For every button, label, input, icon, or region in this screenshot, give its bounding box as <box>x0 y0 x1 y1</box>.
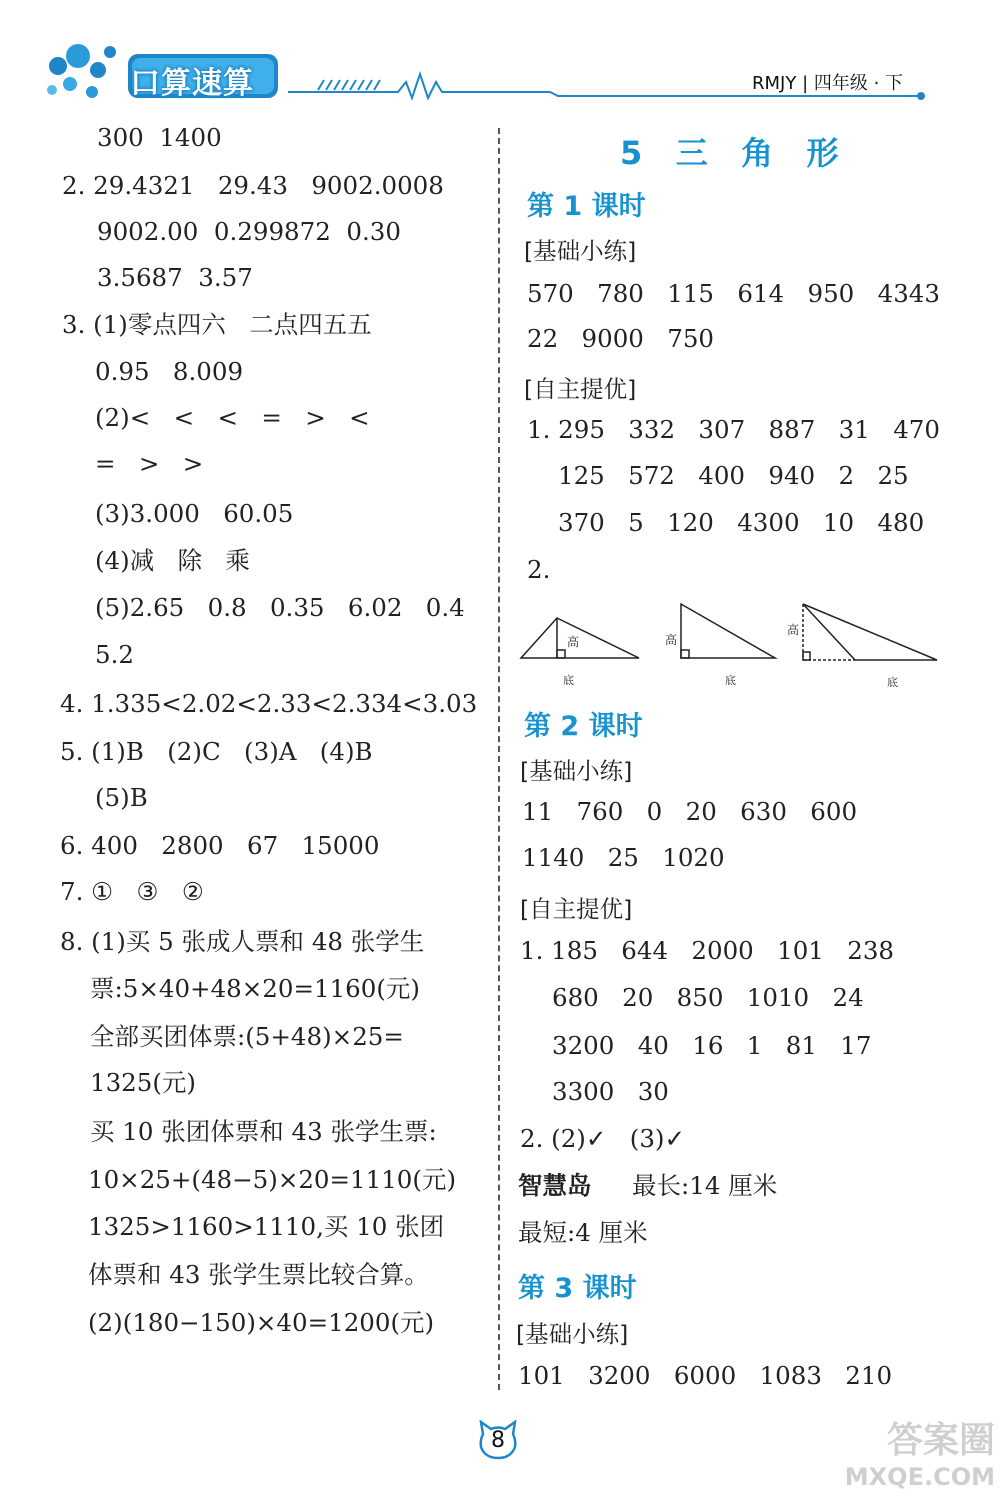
answer-line: 10×25+(48−5)×20=1110(元) <box>88 1165 457 1194</box>
answer-line: 1325>1160>1110,买 10 张团 <box>88 1212 445 1241</box>
answer-line: 全部买团体票:(5+48)×25= <box>90 1022 404 1051</box>
answer-line: 6. 400 2800 67 15000 <box>60 831 380 860</box>
answer-line: 买 10 张团体票和 43 张学生票: <box>90 1117 437 1146</box>
answer-line: (3)3.000 60.05 <box>95 499 294 528</box>
answer-line: 8. (1)买 5 张成人票和 48 张学生 <box>60 927 425 956</box>
answer-line: 3.5687 3.57 <box>97 263 253 292</box>
answer-line: (2)(180−150)×40=1200(元) <box>88 1308 435 1337</box>
answer-line: 5. (1)B (2)C (3)A (4)B <box>60 737 373 766</box>
answer-line: 2. 29.4321 29.43 9002.0008 <box>62 171 444 200</box>
answer-line: 1. 185 644 2000 101 238 <box>520 936 895 965</box>
answer-line: 体票和 43 张学生票比较合算。 <box>88 1260 429 1289</box>
page-number: 8 <box>491 1428 505 1453</box>
answer-line: (5)2.65 0.8 0.35 6.02 0.4 <box>95 593 465 622</box>
answer-line: 125 572 400 940 2 25 <box>558 461 909 490</box>
base-label: 底 <box>563 674 574 687</box>
logo-title: 口算速算 <box>130 66 254 101</box>
watermark <box>820 1412 995 1490</box>
basic-practice-tag: [基础小练] <box>520 757 633 785</box>
lesson-2-title: 第 2 课时 <box>524 711 643 742</box>
wisdom-answer-shortest: 最短:4 厘米 <box>518 1218 648 1247</box>
answer-line: 3. (1)零点四六 二点四五五 <box>62 310 372 339</box>
watermark-url: MXQE.COM <box>844 1463 995 1491</box>
answer-line: 票:5×40+48×20=1160(元) <box>90 974 420 1003</box>
wisdom-island-label: 智慧岛 <box>518 1171 592 1200</box>
wisdom-answer-longest: 最长:14 厘米 <box>632 1171 778 1200</box>
answer-line: 1. 295 332 307 887 31 470 <box>527 415 940 444</box>
answer-line: 101 3200 6000 1083 210 <box>518 1361 893 1390</box>
lesson-3-title: 第 3 课时 <box>518 1273 637 1304</box>
answer-line: 11 760 0 20 630 600 <box>522 797 858 826</box>
height-label: 高 <box>567 635 580 649</box>
answer-line: 7. ① ③ ② <box>60 877 204 906</box>
page-header <box>0 0 1000 120</box>
watermark-logo: 答案圈 <box>886 1420 995 1461</box>
height-label: 高 <box>787 623 800 637</box>
answer-line: 2. (2)✓ (3)✓ <box>520 1124 685 1153</box>
answer-line: 2. <box>527 555 551 584</box>
answer-line: 370 5 120 4300 10 480 <box>558 508 925 537</box>
chapter-title: 5 三 角 形 <box>620 134 839 172</box>
basic-practice-tag: [基础小练] <box>516 1320 629 1348</box>
answer-line: 5.2 <box>95 640 134 669</box>
answer-line: (4)减 除 乘 <box>95 546 250 575</box>
answer-line: 4. 1.335<2.02<2.33<2.334<3.03 <box>60 689 478 718</box>
answer-line: 22 9000 750 <box>527 324 715 353</box>
answer-line: 680 20 850 1010 24 <box>552 983 864 1012</box>
answer-line: 300 1400 <box>97 123 222 152</box>
column-divider <box>498 128 500 1390</box>
base-label: 底 <box>887 676 898 689</box>
height-label: 高 <box>665 633 678 647</box>
answer-line: 3300 30 <box>552 1077 669 1106</box>
answer-line: 0.95 8.009 <box>95 357 244 386</box>
answer-line: 9002.00 0.299872 0.30 <box>97 217 401 246</box>
base-label: 底 <box>725 674 736 687</box>
triangle-heights-figure <box>515 598 945 693</box>
basic-practice-tag: [基础小练] <box>524 237 637 265</box>
edition-label: RMJY | 四年级 · 下 <box>752 73 904 94</box>
answer-line: = > > <box>95 449 204 478</box>
answer-line: (5)B <box>95 783 148 812</box>
answer-line: 1140 25 1020 <box>522 843 725 872</box>
answer-line: 1325(元) <box>90 1068 196 1097</box>
advance-practice-tag: [自主提优] <box>524 375 637 403</box>
answer-line: 3200 40 16 1 81 17 <box>552 1031 872 1060</box>
lesson-1-title: 第 1 课时 <box>527 191 646 222</box>
answer-line: 570 780 115 614 950 4343 <box>527 279 940 308</box>
answer-line: (2)< < < = > < <box>95 403 370 432</box>
advance-practice-tag: [自主提优] <box>520 895 633 923</box>
